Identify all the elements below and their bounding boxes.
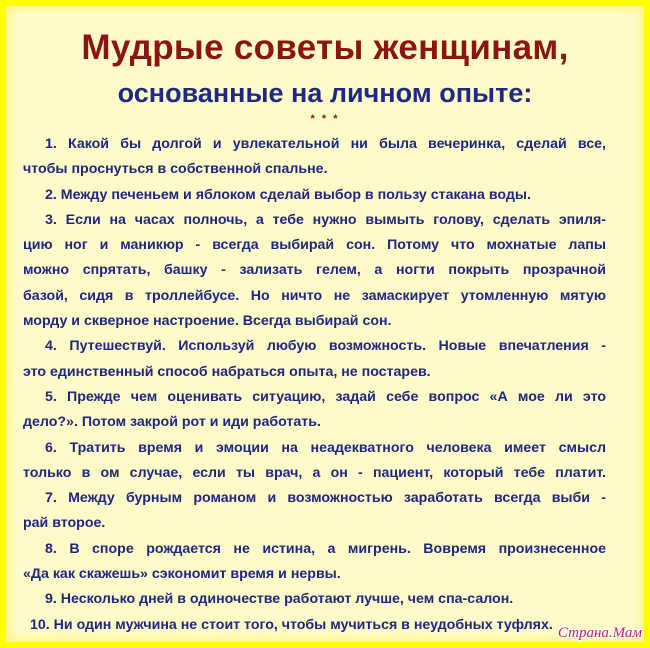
separator-stars: * * *: [310, 113, 340, 125]
watermark-logo: [558, 625, 642, 642]
advice-line: рай второе.: [23, 515, 106, 532]
advice-line: 5. Прежде чем оценивать ситуацию, задай себе вопрос «А мое ли это: [45, 388, 606, 405]
advice-line: 7. Между бурным романом и возможностью заработать всегда выби -: [45, 490, 606, 507]
watermark-part2: Мам: [612, 625, 642, 641]
advice-line: 9. Несколько дней в одиночестве работают лучше, чем спа-салон.: [45, 591, 514, 608]
advice-list: [23, 132, 606, 638]
advice-line: 2. Между печеньем и яблоком сделай выбор в пользу стакана воды.: [45, 186, 531, 203]
advice-line: 8. В споре рождается не истина, а мигрень. Вовремя произнесенное: [45, 540, 606, 557]
advice-line: можно спрятать, башку - зализать гелем, а ногти покрыть прозрачной: [23, 262, 606, 279]
advice-line: 3. Если на часах полночь, а тебе нужно вымыть голову, сделать эпиля-: [45, 211, 606, 228]
poster-title: Мудрые советы женщинам,: [81, 28, 569, 67]
advice-line: дело?». Потом закрой рот и иди работать.: [23, 414, 321, 431]
advice-line: чтобы проснуться в собственной спальне.: [23, 161, 328, 178]
poster-subtitle: основанные на личном опыте:: [117, 78, 533, 108]
watermark-part1: Страна: [557, 625, 609, 641]
advice-line: 4. Путешествуй. Используй любую возможность. Новые впечатления -: [45, 338, 606, 355]
advice-line: цию ног и маникюр - всегда выбирай сон. Потому что мохнатые лапы: [23, 237, 606, 254]
advice-line: только в ом случае, если ты врач, а он - пациент, который тебе платит.: [23, 464, 606, 481]
advice-line: 10. Ни один мужчина не стоит того, чтобы мучиться в неудобных туфлях.: [30, 616, 553, 633]
watermark-dot: .: [608, 625, 613, 641]
advice-line: это единственный способ набраться опыта, не постарев.: [23, 363, 431, 380]
advice-line: 1. Какой бы долгой и увлекательной ни была вечеринка, сделай все,: [45, 136, 606, 152]
advice-line: 6. Тратить время и эмоции на неадекватного человека имеет смысл: [45, 439, 606, 456]
advice-line: базой, сидя в троллейбусе. Но ничто не замаскирует утомленную мятую: [23, 287, 606, 304]
advice-line: морду и скверное настроение. Всегда выбирай сон.: [23, 313, 392, 330]
advice-line: «Да как скажешь» сэкономит время и нервы.: [23, 566, 341, 583]
